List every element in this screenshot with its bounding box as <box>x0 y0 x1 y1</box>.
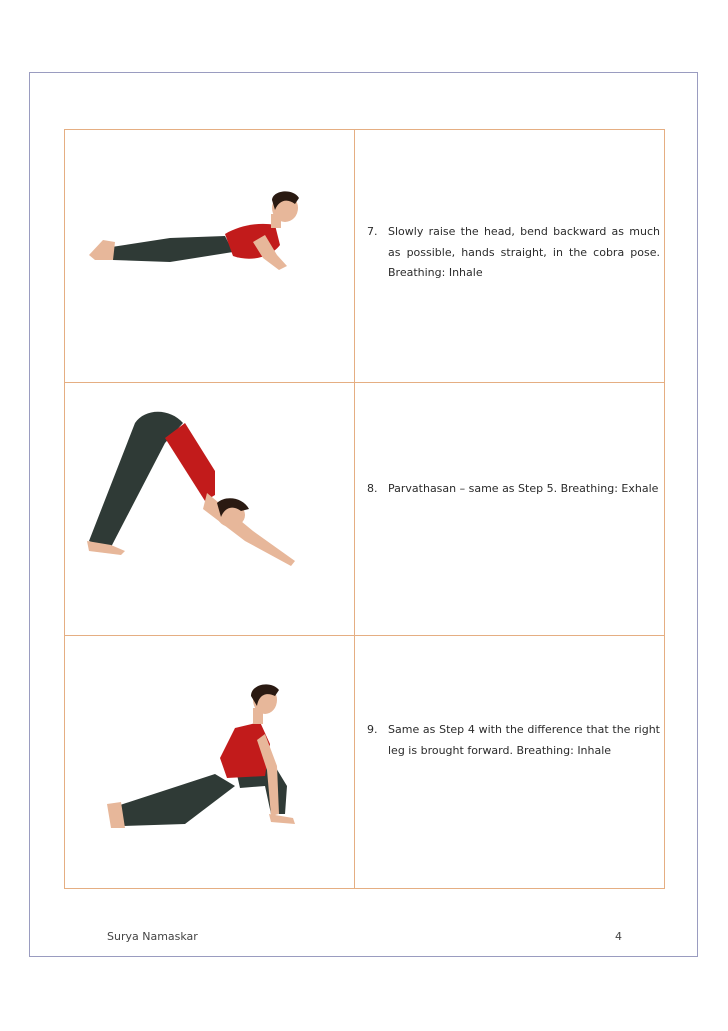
step-7-instruction <box>367 222 660 284</box>
step-8-image-cell <box>65 383 354 635</box>
step-8-text-cell <box>355 383 664 635</box>
step-text: Same as Step 4 with the difference that the right leg is brought forward. Breathing: Inhale <box>388 723 660 757</box>
shirt-shape <box>165 423 215 501</box>
steps-table <box>64 129 665 889</box>
step-7-text-cell <box>355 130 664 382</box>
step-9-text-cell <box>355 636 664 888</box>
feet-shape <box>89 240 115 260</box>
step-number: 9. <box>367 723 378 736</box>
step-text: Slowly raise the head, bend backward as much as possible, hands straight, in the cobra pose. Breathing: Inhale <box>388 225 660 279</box>
step-7-image-cell <box>65 130 354 382</box>
step-9-instruction <box>367 720 660 761</box>
pants-shape <box>89 412 183 549</box>
lunge-pose-illustration <box>65 636 354 888</box>
step-number: 7. <box>367 225 378 238</box>
step-text: Parvathasan – same as Step 5. Breathing: Exhale <box>388 482 659 495</box>
cobra-pose-illustration <box>65 130 354 382</box>
pants-shape <box>117 774 235 826</box>
step-8-instruction <box>367 479 660 500</box>
arm-shape <box>203 493 295 566</box>
step-9-image-cell <box>65 636 354 888</box>
step-number: 8. <box>367 482 378 495</box>
parvathasan-pose-illustration <box>65 383 354 635</box>
footer-title: Surya Namaskar <box>107 930 198 943</box>
footer-page-number: 4 <box>615 930 622 943</box>
pants-shape <box>105 236 233 262</box>
